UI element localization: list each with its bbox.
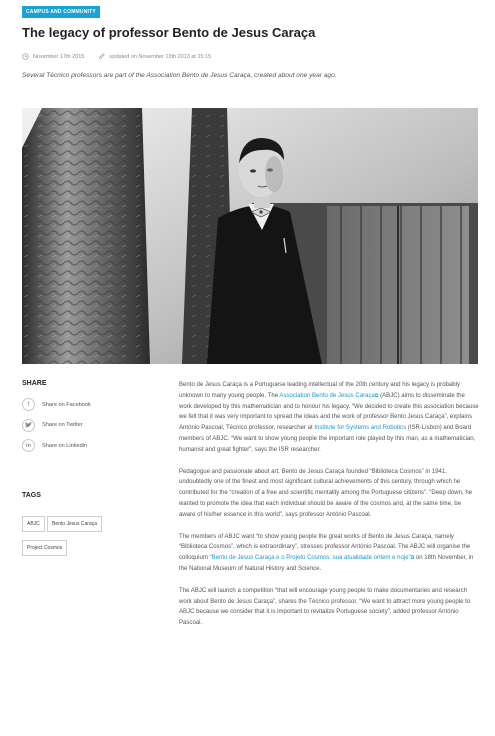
share-linkedin-label: Share on Linkedin bbox=[42, 442, 88, 449]
article-paragraph: Pedagogue and passionate about art, Bento de Jesus Caraça founded “Biblioteca Cosmos” in 1941, undoubtedly one of the finest and most significant cultural achievements of this century, through which he contributed for the “creation of a free and scientific mentality among the Portuguese citizens”. “Deep down, he wanted to promote the idea that each individual should be aware of the cosmos and, at the same time, be aware of his/her essence in this world”, says professor António Pascoal. bbox=[179, 468, 473, 518]
facebook-icon: f bbox=[22, 398, 35, 411]
tag-project-cosmos[interactable]: Project Cosmos bbox=[22, 540, 67, 556]
clock-icon bbox=[22, 53, 29, 60]
share-twitter-label: Share on Twitter bbox=[42, 422, 83, 428]
article-meta bbox=[22, 53, 211, 60]
published-date: November 17th 2015 bbox=[33, 53, 85, 60]
paragraph-text: on 18th November, in the National Museum of Natural History and Science. bbox=[179, 555, 474, 572]
paragraph-text: (ABJC) aims to disseminate the work developed by this mathematician and to honour his legacy. “We decided to create this association because we felt that it was very important to spread the ideas and the work of professor Bento Jesus Caraça”, explains António Pascoal, Técnico professor, researcher at bbox=[179, 392, 479, 432]
share-title: SHARE bbox=[22, 380, 47, 387]
page-title: The legacy of professor Bento de Jesus Caraça bbox=[22, 25, 316, 40]
share-facebook-label: Share on Facebook bbox=[42, 401, 91, 408]
tag-abjc[interactable]: ABJC bbox=[22, 516, 45, 532]
share-section bbox=[22, 380, 162, 459]
hero-photo bbox=[22, 108, 478, 364]
external-link-icon: ⧉ bbox=[410, 555, 415, 562]
tags-title: TAGS bbox=[22, 492, 41, 499]
article-paragraph bbox=[179, 532, 479, 575]
category-badge[interactable]: CAMPUS AND COMMUNITY bbox=[22, 6, 100, 18]
paragraph-text: (ISR-Lisbon) and Board members of ABJC. “We want to show young people the important role played by this man, as a mathematician, humanist and great fighter”, says the ISR researcher. bbox=[179, 425, 476, 453]
paragraph-text: The members of ABJC want “to show young people the great works of Bento de Jesus Caraça, namely “Biblioteca Cosmos”, which is extraordinary”, stresses professor António Pascoal. The ABJC will organise the colloquium bbox=[179, 533, 471, 562]
external-link-icon: ⧉ bbox=[374, 392, 379, 399]
twitter-icon bbox=[22, 419, 35, 432]
linkedin-icon: in bbox=[22, 439, 35, 452]
share-facebook-button[interactable] bbox=[22, 397, 162, 412]
article-body bbox=[179, 380, 479, 640]
association-link[interactable]: Association Bento de Jesus Caraça bbox=[279, 392, 375, 399]
portrait-illustration bbox=[22, 108, 478, 364]
updated-date: updated on November 13th 2013 at 15:15 bbox=[109, 53, 212, 60]
paragraph-text: Bento de Jesus Caraça is a Portuguese leading intellectual of the 20th century and his legacy is probably unknown to many young people. The bbox=[179, 382, 461, 399]
article-lead: Several Técnico professors are part of the Association Bento de Jesus Caraça, created about one year ago. bbox=[22, 72, 337, 79]
share-linkedin-button[interactable] bbox=[22, 438, 162, 453]
article-paragraph bbox=[179, 380, 479, 456]
share-twitter-button[interactable] bbox=[22, 418, 162, 433]
colloquium-link[interactable]: “Bento de Jesus Caraça e o Projeto Cosmos: sua atualidade ontem e hoje” bbox=[209, 555, 411, 562]
pencil-icon bbox=[98, 53, 105, 60]
isr-link[interactable]: Institute for Systems and Robotics bbox=[314, 425, 407, 432]
tag-bento-jesus-caraca[interactable]: Bento Jesus Caraça bbox=[47, 516, 102, 532]
article-paragraph: The ABJC will launch a competition “that will encourage young people to make documentaries and research work about Bento de Jesus Caraça”, shares the Técnico professor. “We want to attract more young people to ABJC because we consider that it is important to revitalize Portuguese society”, added professor António Pascoal. bbox=[179, 587, 471, 627]
